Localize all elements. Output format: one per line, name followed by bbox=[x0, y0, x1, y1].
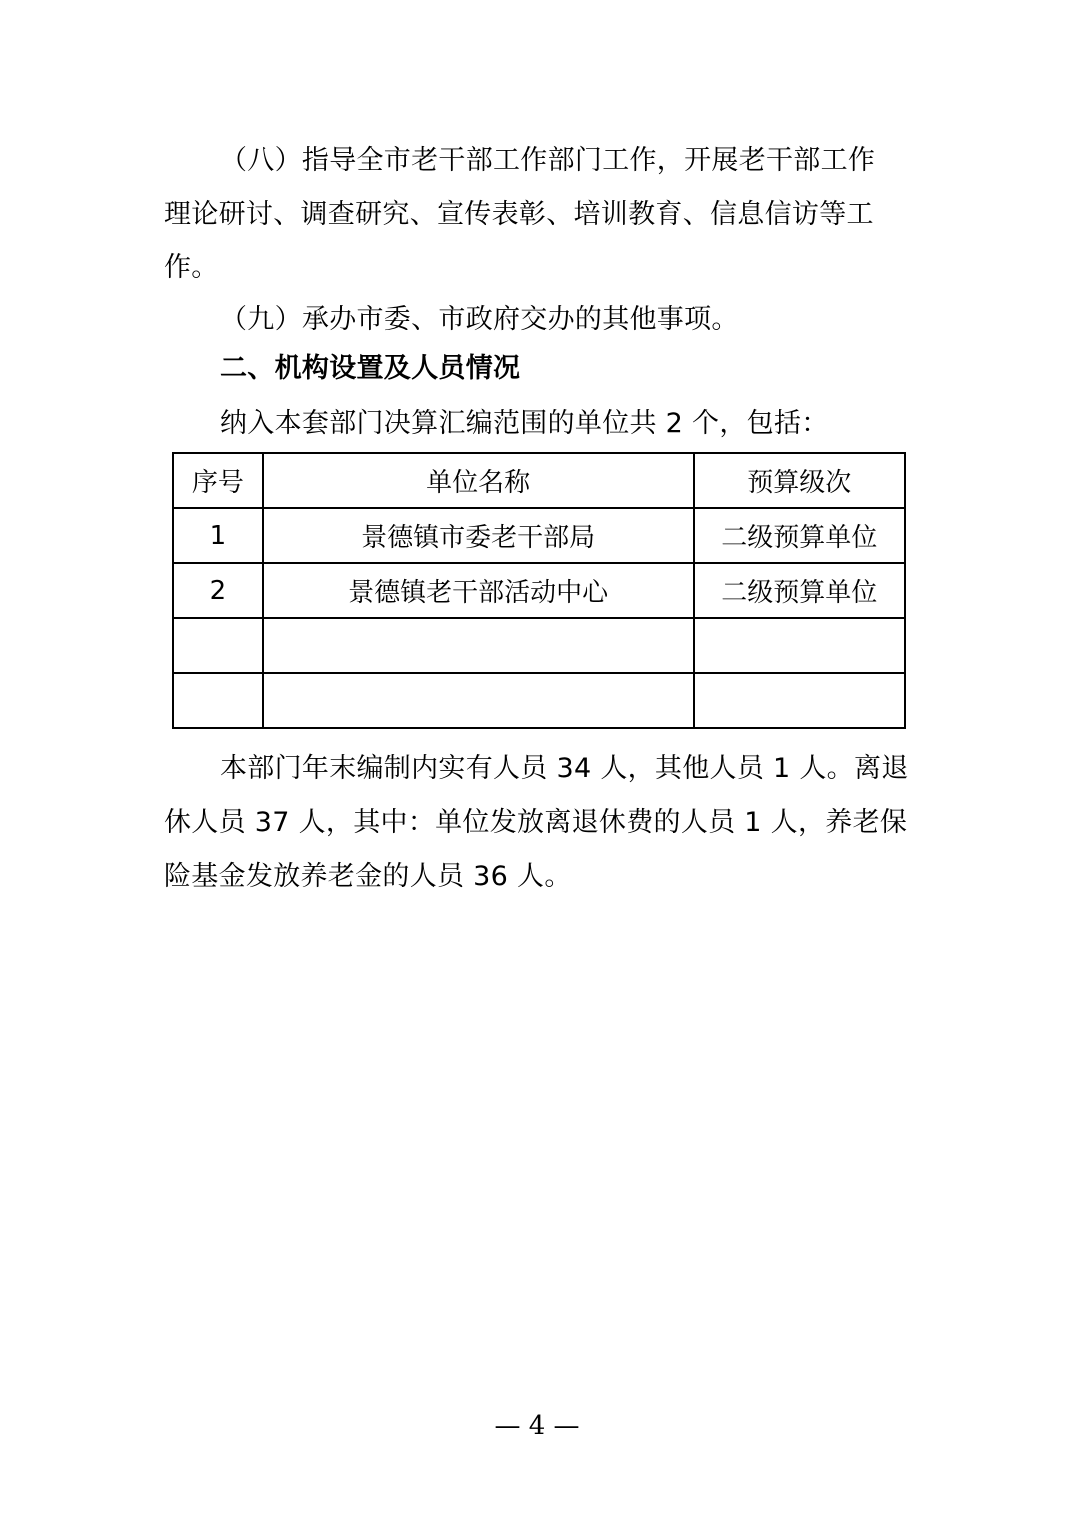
header-budget-level: 预算级次 bbox=[694, 453, 905, 508]
paragraph-8-line-2: 理论研讨、调查研究、宣传表彰、培训教育、信息信访等工 bbox=[164, 199, 874, 230]
table-cell: 景德镇老干部活动中心 bbox=[263, 563, 694, 618]
paragraph-8-line-1: （八）指导全市老干部工作部门工作，开展老干部工作 bbox=[220, 145, 876, 176]
table-cell bbox=[173, 673, 263, 728]
table-cell: 二级预算单位 bbox=[694, 563, 905, 618]
units-table bbox=[172, 452, 906, 729]
table-row bbox=[173, 508, 905, 563]
table-cell: 1 bbox=[173, 508, 263, 563]
intro-paragraph: 纳入本套部门决算汇编范围的单位共 2 个，包括： bbox=[220, 408, 829, 439]
page-number: — 4 — bbox=[494, 1411, 580, 1441]
table-cell: 二级预算单位 bbox=[694, 508, 905, 563]
table-row bbox=[173, 673, 905, 728]
table-row bbox=[173, 563, 905, 618]
table-row bbox=[173, 618, 905, 673]
table-cell bbox=[694, 618, 905, 673]
staff-paragraph-line-2: 休人员 37 人，其中：单位发放离退休费的人员 1 人，养老保 bbox=[164, 807, 908, 838]
table-cell bbox=[694, 673, 905, 728]
staff-paragraph-line-1: 本部门年末编制内实有人员 34 人，其他人员 1 人。离退 bbox=[220, 753, 909, 784]
table-header-row bbox=[173, 453, 905, 508]
staff-paragraph-line-3: 险基金发放养老金的人员 36 人。 bbox=[164, 861, 572, 892]
table-cell bbox=[173, 618, 263, 673]
table-cell: 景德镇市委老干部局 bbox=[263, 508, 694, 563]
header-seq: 序号 bbox=[173, 453, 263, 508]
table-cell bbox=[263, 673, 694, 728]
table-cell bbox=[263, 618, 694, 673]
paragraph-9: （九）承办市委、市政府交办的其他事项。 bbox=[220, 304, 739, 335]
table-cell: 2 bbox=[173, 563, 263, 618]
paragraph-8-line-3: 作。 bbox=[164, 252, 219, 283]
section-heading: 二、机构设置及人员情况 bbox=[220, 353, 521, 384]
header-unit-name: 单位名称 bbox=[263, 453, 694, 508]
